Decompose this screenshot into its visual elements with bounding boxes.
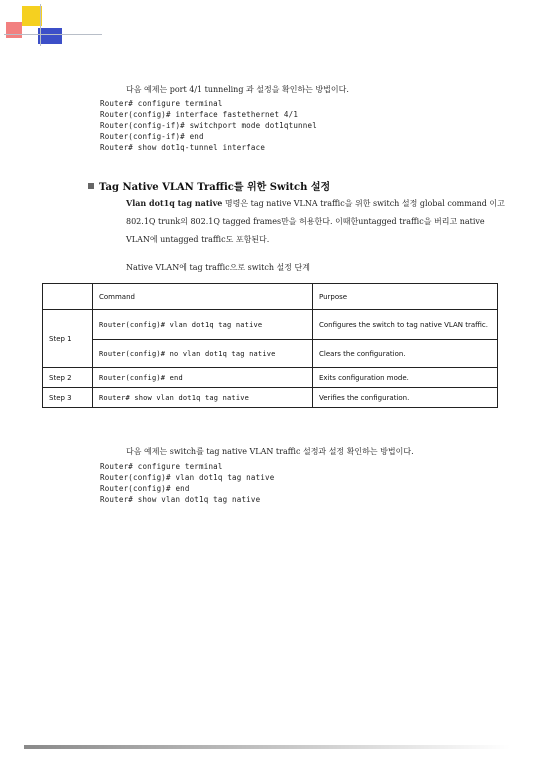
decor-red-square bbox=[6, 22, 22, 38]
purpose-cell: Exits configuration mode. bbox=[313, 368, 498, 388]
table-row bbox=[43, 310, 498, 340]
paragraph-text: 명령은 tag native VLNA traffic을 위한 switch 설정 global command 이고 802.1Q trunk의 802.1Q tagged frames만을 허용한다. 이때한untagged traffic을 버리고 native VLAN에 untagged traffic도 포함된다. bbox=[126, 199, 505, 244]
table-title: Native VLAN에 tag traffic으로 switch 설정 단계 bbox=[126, 263, 311, 272]
decor-blue-square bbox=[38, 28, 62, 44]
bullet-icon bbox=[88, 183, 94, 189]
purpose-cell: Configures the switch to tag native VLAN traffic. bbox=[313, 310, 498, 340]
command-cell: Router# show vlan dot1q tag native bbox=[93, 388, 313, 408]
section-heading bbox=[88, 178, 330, 193]
code-line: Router# show dot1q-tunnel interface bbox=[100, 143, 266, 152]
table-row bbox=[43, 388, 498, 408]
command-name: Vlan dot1q tag native bbox=[126, 198, 223, 208]
code-block-1 bbox=[100, 98, 317, 153]
header-step-cell bbox=[43, 284, 93, 310]
table-row bbox=[43, 368, 498, 388]
code-line: Router(config-if)# switchport mode dot1qtunnel bbox=[100, 121, 317, 130]
purpose-cell: Clears the configuration. bbox=[313, 340, 498, 368]
code-line: Router(config-if)# end bbox=[100, 132, 204, 141]
header-command: Command bbox=[93, 284, 313, 310]
table-header-row bbox=[43, 284, 498, 310]
purpose-cell: Verifies the configuration. bbox=[313, 388, 498, 408]
code-block-2 bbox=[100, 461, 274, 505]
command-cell: Router(config)# no vlan dot1q tag native bbox=[93, 340, 313, 368]
command-table bbox=[42, 283, 498, 408]
footer-rule bbox=[24, 745, 510, 749]
step-cell: Step 2 bbox=[43, 368, 93, 388]
code-line: Router# configure terminal bbox=[100, 462, 223, 471]
command-cell: Router(config)# end bbox=[93, 368, 313, 388]
intro-text-2: 다음 예제는 switch를 tag native VLAN traffic 설정과 설정 확인하는 방법이다. bbox=[126, 447, 414, 456]
header-purpose: Purpose bbox=[313, 284, 498, 310]
code-line: Router(config)# vlan dot1q tag native bbox=[100, 473, 275, 482]
decor-yellow-square bbox=[22, 6, 42, 26]
step-cell: Step 3 bbox=[43, 388, 93, 408]
code-line: Router(config)# end bbox=[100, 484, 190, 493]
code-line: Router# show vlan dot1q tag native bbox=[100, 495, 261, 504]
table-row bbox=[43, 340, 498, 368]
section-paragraph bbox=[126, 194, 508, 249]
code-line: Router(config)# interface fastethernet 4/1 bbox=[100, 110, 299, 119]
code-line: Router# configure terminal bbox=[100, 99, 223, 108]
decor-horizontal-line bbox=[4, 34, 102, 35]
section-heading-text: Tag Native VLAN Traffic를 위한 Switch 설정 bbox=[99, 182, 331, 193]
step-cell: Step 1 bbox=[43, 310, 93, 368]
decor-vertical-line bbox=[40, 4, 41, 46]
intro-text-1: 다음 예제는 port 4/1 tunneling 과 설정을 확인하는 방법이다. bbox=[126, 85, 349, 94]
command-cell: Router(config)# vlan dot1q tag native bbox=[93, 310, 313, 340]
